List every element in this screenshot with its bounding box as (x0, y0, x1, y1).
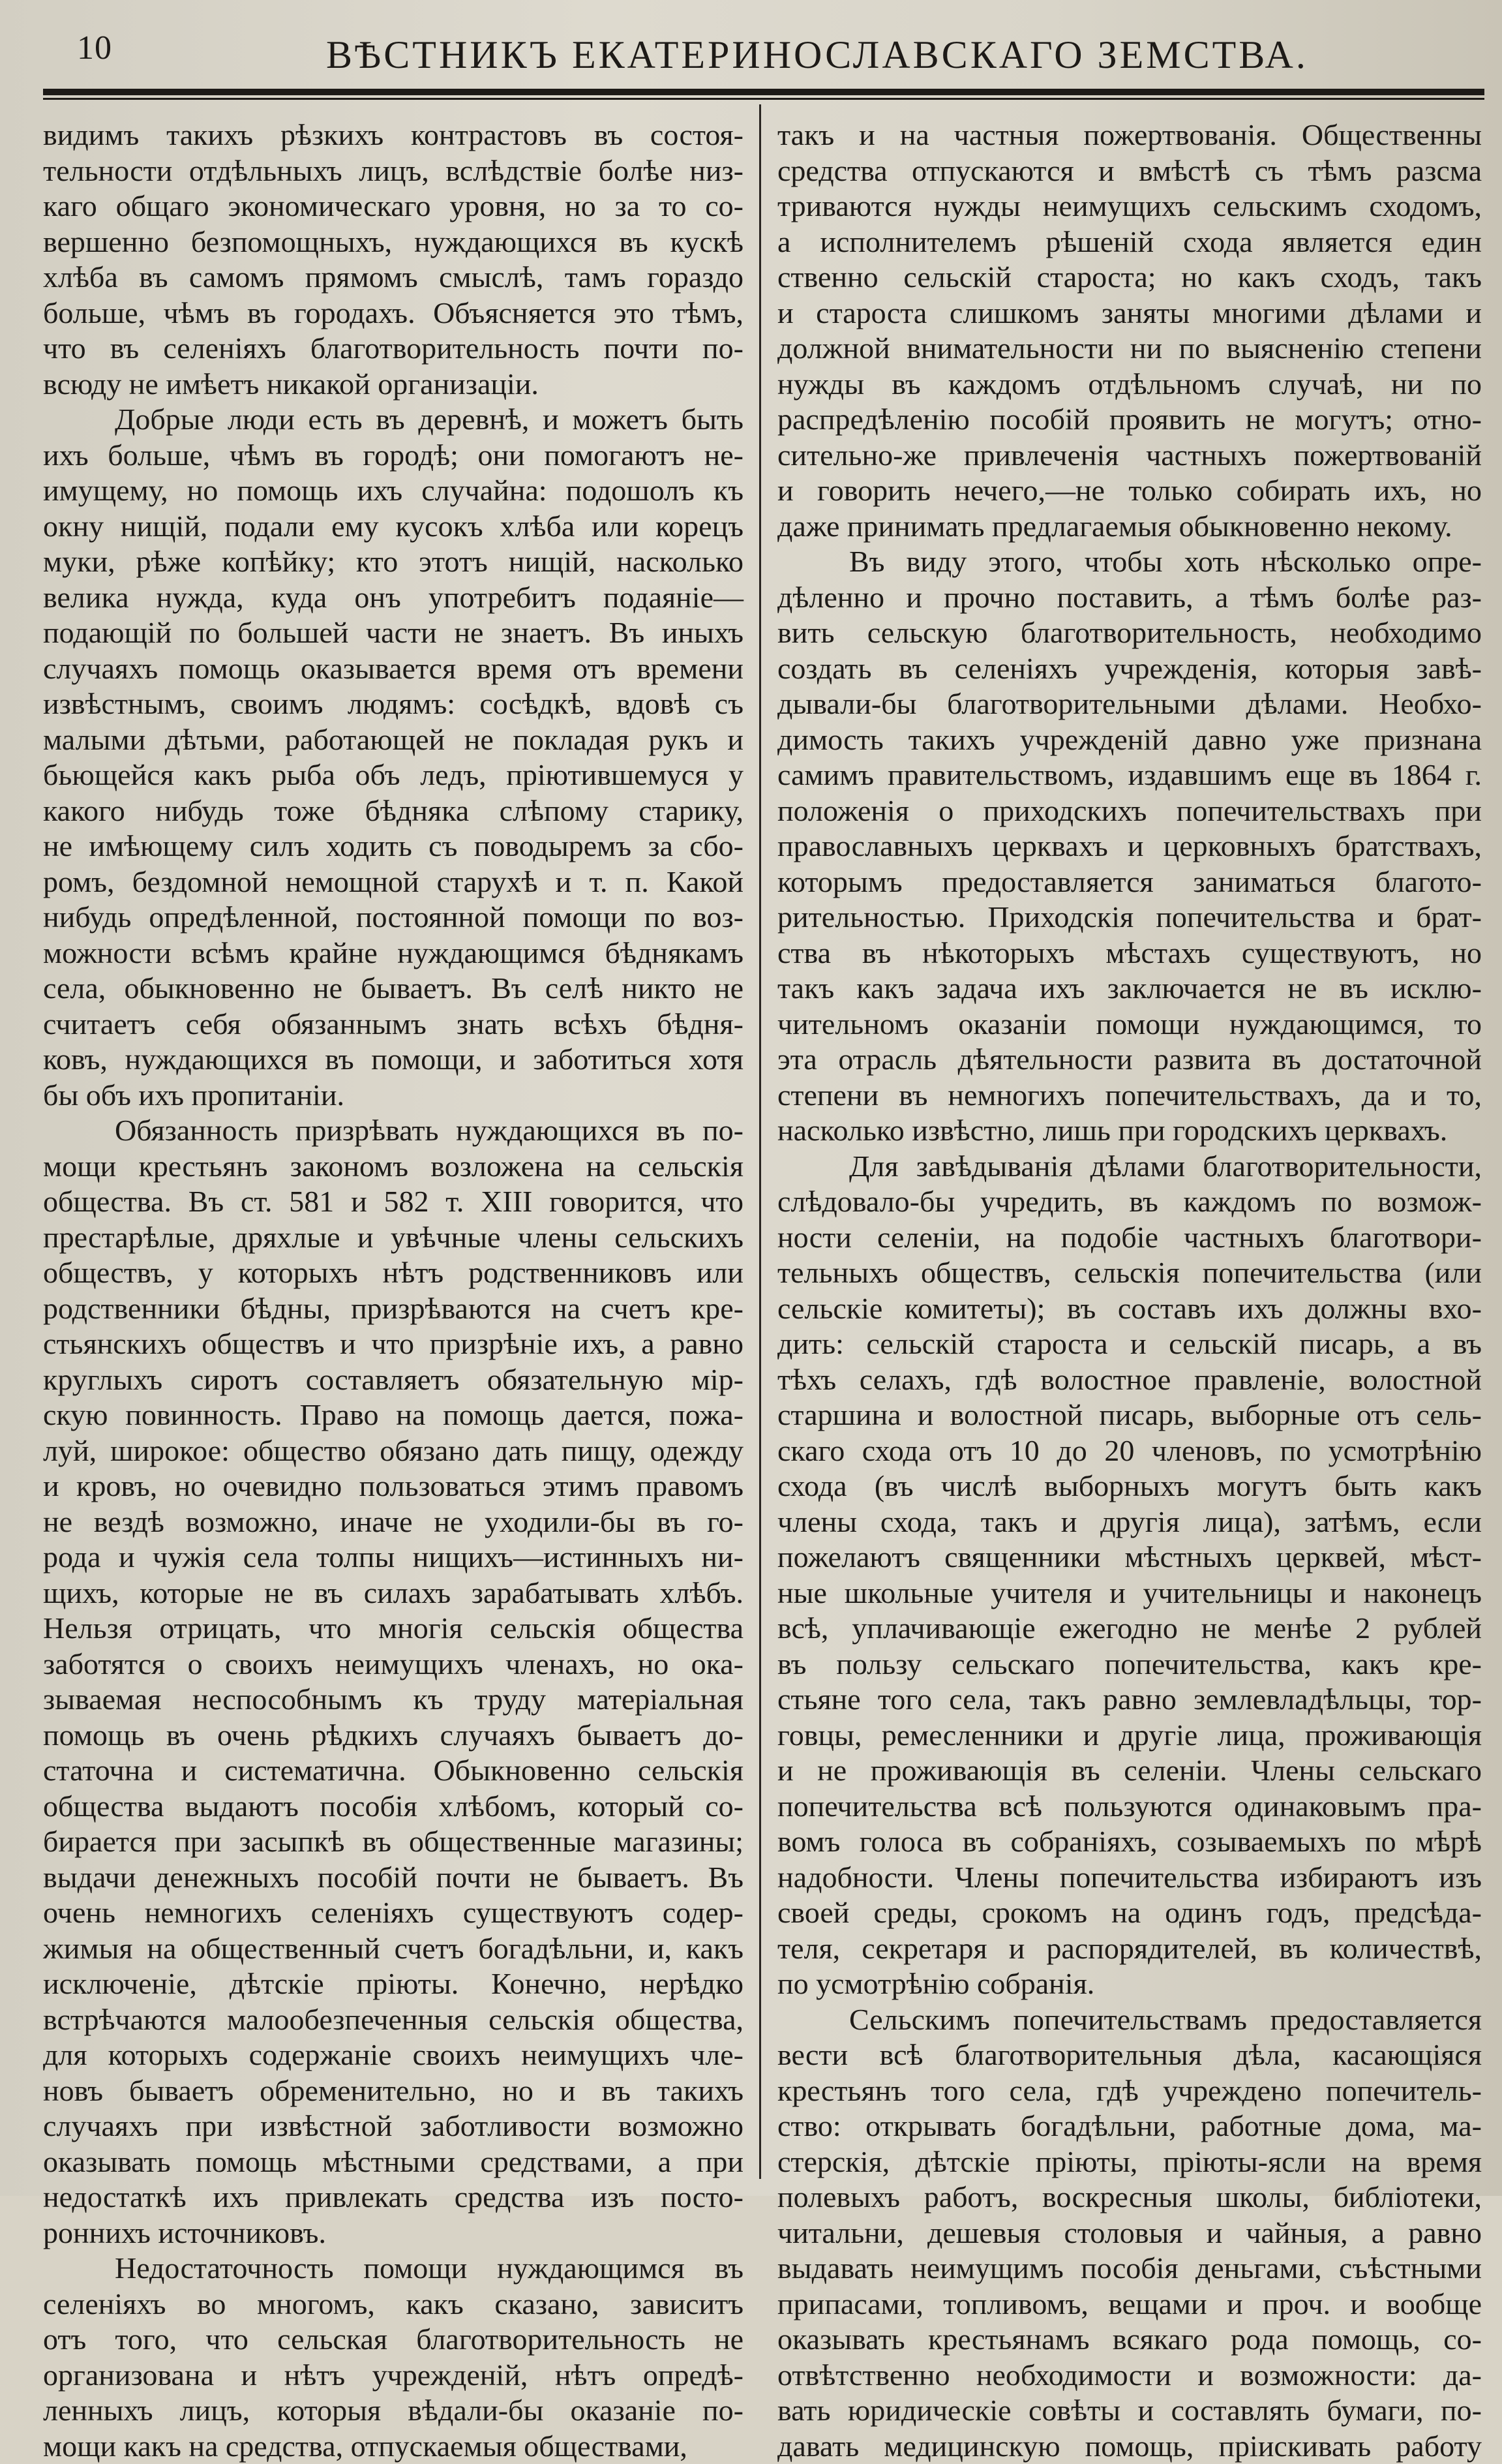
left-column-line: Недостаточность помощи нуждающимся въ (43, 2251, 743, 2287)
left-column-line: и кровъ, но очевидно пользоваться этимъ правомъ (43, 1468, 743, 1504)
right-column-line: скаго схода отъ 10 до 20 членовъ, по усмотрѣнію (777, 1433, 1482, 1469)
left-column-line: окну нищій, подали ему кусокъ хлѣба или корецъ (43, 509, 743, 545)
right-column-line: надобности. Члены попечительства избираютъ изъ (777, 1860, 1482, 1896)
left-column (43, 117, 743, 2179)
right-column-line: всѣ, уплачивающіе ежегодно не менѣе 2 рублей (777, 1611, 1482, 1647)
right-column-line: должной внимательности ни по выясненію степени (777, 331, 1482, 367)
left-column-line: новъ бываетъ обременительно, но и въ такихъ (43, 2073, 743, 2109)
left-column-line: зываемая неспособнымъ къ труду матеріальная (43, 1682, 743, 1718)
right-column-line: распредѣленію пособій проявить не могутъ; отно- (777, 402, 1482, 438)
left-column-line: жимыя на общественный счетъ богадѣльни, и, какъ (43, 1931, 743, 1967)
right-column-line: ственно сельскій староста; но какъ сходъ, такъ (777, 260, 1482, 296)
right-column-line: такъ какъ задача ихъ заключается не въ исклю- (777, 971, 1482, 1007)
right-column-line: Для завѣдыванія дѣлами благотворительности, (777, 1149, 1482, 1185)
right-column-line: дѣленно и прочно поставить, а тѣмъ болѣе раз- (777, 580, 1482, 616)
right-column-line: и староста слишкомъ заняты многими дѣлами и (777, 296, 1482, 331)
right-column-line: нужды въ каждомъ отдѣльномъ случаѣ, ни по (777, 367, 1482, 403)
left-column-line: Добрые люди есть въ деревнѣ, и можетъ быть (43, 402, 743, 438)
left-column-line: всюду не имѣетъ никакой организаціи. (43, 367, 743, 403)
right-column-line: по усмотрѣнію собранія. (777, 1966, 1482, 2002)
left-column-line: рода и чужія села толпы нищихъ—истинныхъ ни- (43, 1540, 743, 1575)
left-column-line: обществъ, у которыхъ нѣтъ родственниковъ или (43, 1255, 743, 1291)
left-column-line: Обязанность призрѣвать нуждающихся въ по- (43, 1113, 743, 1149)
right-column-line: оказывать крестьянамъ всякаго рода помощь, со- (777, 2322, 1482, 2358)
left-column-line: ромъ, бездомной немощной старухѣ и т. п. Какой (43, 864, 743, 900)
left-column-line: тельности отдѣльныхъ лицъ, вслѣдствіе болѣе низ- (43, 153, 743, 189)
left-column-line: престарѣлые, дряхлые и увѣчные члены сельскихъ (43, 1220, 743, 1256)
right-column-line: которымъ предоставляется заниматься благото- (777, 864, 1482, 900)
left-column-line: села, обыкновенно не бываетъ. Въ селѣ никто не (43, 971, 743, 1007)
left-column-line: имущему, но помощь ихъ случайна: подошолъ къ (43, 473, 743, 509)
right-column-line: вести всѣ благотворительныя дѣла, касающіяся (777, 2037, 1482, 2073)
header-rule-thick (43, 89, 1484, 95)
right-column-line: создать въ селеніяхъ учрежденія, которыя завѣ- (777, 651, 1482, 687)
left-column-line: считаетъ себя обязаннымъ знать всѣхъ бѣдня- (43, 1007, 743, 1042)
left-column-line: селеніяхъ во многомъ, какъ сказано, зависитъ (43, 2287, 743, 2322)
right-column-line: крестьянъ того села, гдѣ учреждено попечитель- (777, 2073, 1482, 2109)
right-column-line: средства отпускаются и вмѣстѣ съ тѣмъ разсма (777, 153, 1482, 189)
left-column-line: бы объ ихъ пропитаніи. (43, 1078, 743, 1114)
left-column-line: луй, широкое: общество обязано дать пищу, одежду (43, 1433, 743, 1469)
left-column-line: Нельзя отрицать, что многія сельскія общества (43, 1611, 743, 1647)
right-column-line: въ пользу сельскаго попечительства, какъ кре- (777, 1647, 1482, 1682)
right-column-line: и не проживающія въ селеніи. Члены сельскаго (777, 1753, 1482, 1789)
left-column-line: щихъ, которые не въ силахъ зарабатывать хлѣбъ. (43, 1575, 743, 1611)
right-column-line: пожелаютъ священники мѣстныхъ церквей, мѣст- (777, 1540, 1482, 1575)
left-column-line: не вездѣ возможно, иначе не уходили-бы въ го- (43, 1504, 743, 1540)
right-column-line: такъ и на частныя пожертвованія. Общественны (777, 117, 1482, 153)
left-column-line: ихъ больше, чѣмъ въ городѣ; они помогаютъ не- (43, 438, 743, 474)
right-column-line: читальни, дешевыя столовыя и чайныя, а равно (777, 2215, 1482, 2251)
header-rule-thin (43, 98, 1484, 100)
right-column-line: а исполнителемъ рѣшеній схода является един (777, 224, 1482, 260)
left-column-line: ковъ, нуждающихся въ помощи, и заботиться хотя (43, 1042, 743, 1078)
page-number: 10 (77, 29, 112, 67)
left-column-line: извѣстнымъ, своимъ людямъ: сосѣдкѣ, вдовѣ съ (43, 686, 743, 722)
left-column-line: видимъ такихъ рѣзкихъ контрастовъ въ состоя- (43, 117, 743, 153)
right-column-line: давать медицинскую помощь, пріискивать работу (777, 2429, 1482, 2464)
right-column-line: триваются нужды неимущихъ сельскимъ сходомъ, (777, 189, 1482, 224)
left-column-line: заботятся о своихъ неимущихъ членахъ, но ока- (43, 1647, 743, 1682)
left-column-line: круглыхъ сиротъ составляетъ обязательную мір- (43, 1362, 743, 1398)
right-column-line: сельскіе комитеты); въ составъ ихъ должны вхо- (777, 1291, 1482, 1327)
right-column-line: эта отрасль дѣятельности развита въ достаточной (777, 1042, 1482, 1078)
right-column-line: рительностью. Приходскія попечительства и брат- (777, 900, 1482, 935)
left-column-line: выдачи денежныхъ пособій почти не бываетъ. Въ (43, 1860, 743, 1896)
left-column-line: мощи какъ на средства, отпускаемыя обществами, (43, 2429, 743, 2464)
right-column-line: члены схода, такъ и другія лица), затѣмъ, если (777, 1504, 1482, 1540)
left-column-line: подающій по большей части не знаетъ. Въ иныхъ (43, 615, 743, 651)
right-column-line: димость такихъ учрежденій давно уже признана (777, 722, 1482, 758)
left-column-line: общества. Въ ст. 581 и 582 т. XIII говорится, что (43, 1184, 743, 1220)
right-column-line: Въ виду этого, чтобы хоть нѣсколько опре- (777, 544, 1482, 580)
left-column-line: ленныхъ лицъ, которыя вѣдали-бы оказаніе по- (43, 2393, 743, 2429)
left-column-line: стьянскихъ обществъ и что призрѣніе ихъ, а равно (43, 1326, 743, 1362)
left-column-line: велика нужда, куда онъ употребитъ подаяніе— (43, 580, 743, 616)
left-column-line: каго общаго экономическаго уровня, но за то со- (43, 189, 743, 224)
right-column-line: стьяне того села, такъ равно землевладѣльцы, тор- (777, 1682, 1482, 1718)
left-column-line: можности всѣмъ крайне нуждающимся бѣднякамъ (43, 935, 743, 971)
left-column-line: случаяхъ при извѣстной заботливости возможно (43, 2108, 743, 2144)
left-column-line: мощи крестьянъ закономъ возложена на сельскія (43, 1149, 743, 1185)
right-column-line: своей среды, срокомъ на одинъ годъ, предсѣда- (777, 1895, 1482, 1931)
left-column-line: что въ селеніяхъ благотворительность почти по- (43, 331, 743, 367)
right-column-line: старшина и волостной писарь, выборные отъ сель- (777, 1397, 1482, 1433)
left-column-line: какого нибудь тоже бѣдняка слѣпому старику, (43, 793, 743, 829)
left-column-line: бирается при засыпкѣ въ общественные магазины; (43, 1824, 743, 1860)
left-column-line: случаяхъ помощь оказывается время отъ времени (43, 651, 743, 687)
right-column-line: выдавать неимущимъ пособія деньгами, съѣстными (777, 2251, 1482, 2287)
left-column-line: оказывать помощь мѣстными средствами, а при (43, 2144, 743, 2180)
left-column-line: недостаткѣ ихъ привлекать средства изъ посто- (43, 2180, 743, 2215)
right-column-line: полевыхъ работъ, воскресныя школы, библіотеки, (777, 2180, 1482, 2215)
right-column-line: степени въ немногихъ попечительствахъ, да и то, (777, 1078, 1482, 1114)
right-column-line: православныхъ церквахъ и церковныхъ братствахъ, (777, 829, 1482, 864)
left-column-line: хлѣба въ самомъ прямомъ смыслѣ, тамъ гораздо (43, 260, 743, 296)
left-column-line: не имѣющему силъ ходить съ поводыремъ за сбо- (43, 829, 743, 864)
right-column-line: дывали-бы благотворительными дѣлами. Необхо- (777, 686, 1482, 722)
right-column-line: насколько извѣстно, лишь при городскихъ церквахъ. (777, 1113, 1482, 1149)
right-column-line: тѣхъ селахъ, гдѣ волостное правленіе, волостной (777, 1362, 1482, 1398)
right-column-line: сительно-же привлеченія частныхъ пожертвованій (777, 438, 1482, 474)
right-column-line: вомъ голоса въ собраніяхъ, созываемыхъ по мѣрѣ (777, 1824, 1482, 1860)
left-column-line: исключеніе, дѣтскіе пріюты. Конечно, нерѣдко (43, 1966, 743, 2002)
right-column-line: и говорить нечего,—не только собирать ихъ, но (777, 473, 1482, 509)
left-column-line: муки, рѣже копѣйку; кто этотъ нищій, насколько (43, 544, 743, 580)
left-column-line: организована и нѣтъ учрежденій, нѣтъ опредѣ- (43, 2358, 743, 2394)
right-column-line: вать юридическіе совѣты и составлять бумаги, по- (777, 2393, 1482, 2429)
left-column-line: родственники бѣдны, призрѣваются на счетъ кре- (43, 1291, 743, 1327)
left-column-line: вершенно безпомощныхъ, нуждающихся въ кускѣ (43, 224, 743, 260)
right-column-line: отвѣтственно необходимости и возможности: да- (777, 2358, 1482, 2394)
left-column-line: для которыхъ содержаніе своихъ неимущихъ чле- (43, 2037, 743, 2073)
right-column-line: даже принимать предлагаемыя обыкновенно некому. (777, 509, 1482, 545)
right-column-line: вить сельскую благотворительность, необходимо (777, 615, 1482, 651)
left-column-line: очень немногихъ селеніяхъ существуютъ содер- (43, 1895, 743, 1931)
left-column-line: статочна и систематична. Обыкновенно сельскія (43, 1753, 743, 1789)
left-column-line: скую повинность. Право на помощь дается, пожа- (43, 1397, 743, 1433)
right-column-line: Сельскимъ попечительствамъ предоставляется (777, 2002, 1482, 2038)
right-column-line: припасами, топливомъ, вещами и проч. и вообще (777, 2287, 1482, 2322)
journal-title: ВѢСТНИКЪ ЕКАТЕРИНОСЛАВСКАГО ЗЕМСТВА. (326, 33, 1239, 78)
right-column (777, 117, 1482, 2179)
left-column-line: общества выдаютъ пособія хлѣбомъ, который со- (43, 1789, 743, 1825)
right-column-line: теля, секретаря и распорядителей, въ количествѣ, (777, 1931, 1482, 1967)
right-column-line: тельныхъ обществъ, сельскія попечительства (или (777, 1255, 1482, 1291)
right-column-line: ные школьные учителя и учительницы и наконецъ (777, 1575, 1482, 1611)
right-column-line: ности селеніи, на подобіе частныхъ благотвори- (777, 1220, 1482, 1256)
right-column-line: слѣдовало-бы учредить, въ каждомъ по возмож- (777, 1184, 1482, 1220)
left-column-line: помощь въ очень рѣдкихъ случаяхъ бываетъ до- (43, 1718, 743, 1754)
column-divider (759, 104, 761, 2179)
right-column-line: стерскія, дѣтскіе пріюты, пріюты-ясли на время (777, 2144, 1482, 2180)
right-column-line: ства въ нѣкоторыхъ мѣстахъ существуютъ, но (777, 935, 1482, 971)
right-column-line: положенія о приходскихъ попечительствахъ при (777, 793, 1482, 829)
right-column-line: дить: сельскій староста и сельскій писарь, а въ (777, 1326, 1482, 1362)
left-column-line: бьющейся какъ рыба объ ледъ, пріютившемуся у (43, 757, 743, 793)
left-column-line: больше, чѣмъ въ городахъ. Объясняется это тѣмъ, (43, 296, 743, 331)
right-column-line: говцы, ремесленники и другіе лица, проживающія (777, 1718, 1482, 1754)
right-column-line: чительномъ оказаніи помощи нуждающимся, то (777, 1007, 1482, 1042)
left-column-line: роннихъ источниковъ. (43, 2215, 743, 2251)
left-column-line: встрѣчаются малообезпеченныя сельскія общества, (43, 2002, 743, 2038)
right-column-line: самимъ правительствомъ, издавшимъ еще въ 1864 г. (777, 757, 1482, 793)
left-column-line: малыми дѣтьми, работающей не покладая рукъ и (43, 722, 743, 758)
right-column-line: попечительства всѣ пользуются одинаковымъ пра- (777, 1789, 1482, 1825)
left-column-line: отъ того, что сельская благотворительность не (43, 2322, 743, 2358)
right-column-line: ство: открывать богадѣльни, работные дома, ма- (777, 2108, 1482, 2144)
left-column-line: нибудь опредѣленной, постоянной помощи по воз- (43, 900, 743, 935)
right-column-line: схода (въ числѣ выборныхъ могутъ быть какъ (777, 1468, 1482, 1504)
